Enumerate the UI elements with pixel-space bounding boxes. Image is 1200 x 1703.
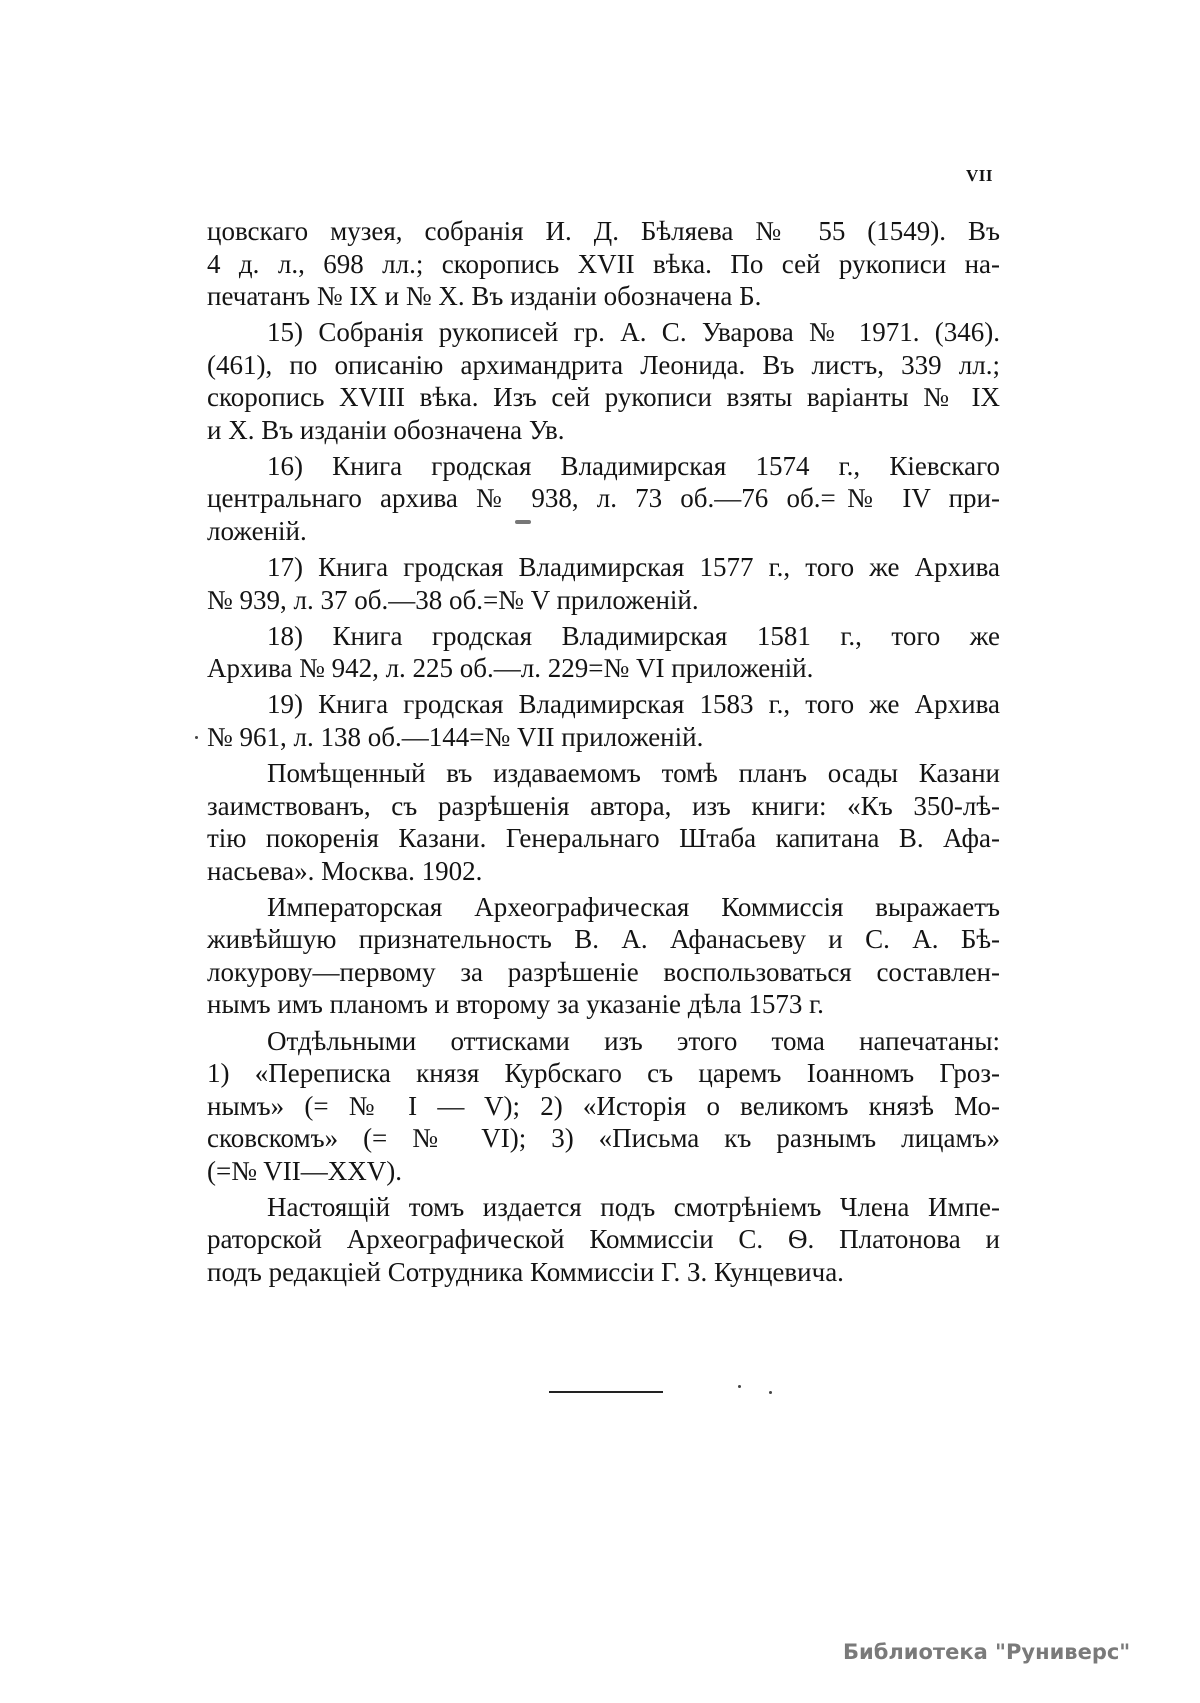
paragraph [207,757,1000,887]
paragraph [207,215,1000,313]
print-speck [769,1391,772,1394]
print-speck [195,736,198,739]
text-line: нымъ имъ планомъ и второму за указаніе дѣла 1573 г. [207,989,824,1020]
text-line: 15) Собранія рукописей гр. А. С. Уварова № 1971. (346). [267,317,1000,348]
library-watermark: Библиотека "Руниверс" [843,1640,1131,1664]
text-line: № 939, л. 37 об.—38 об.=№ V приложеній. [207,584,699,615]
paragraph [207,1025,1000,1188]
text-line: ложеній. [207,515,307,546]
paragraph [207,1191,1000,1289]
text-line: 17) Книга гродская Владимирская 1577 г., того же Архива [267,552,1000,583]
text-line: локурову—первому за разрѣшеніе воспользоваться составлен- [207,956,1000,987]
print-speck [738,1385,741,1388]
closing-rule [549,1391,663,1393]
text-line: тію покоренія Казани. Генеральнаго Штаба капитана В. Афа- [207,823,1000,854]
text-line: раторской Археографической Коммиссіи С. Ѳ. Платонова и [207,1224,1000,1255]
text-line: 16) Книга гродская Владимирская 1574 г., Кіевскаго [267,450,1000,481]
paragraph [207,316,1000,446]
paragraph [207,551,1000,616]
text-line: подъ редакціей Сотрудника Коммиссіи Г. З. Кунцевича. [207,1256,844,1287]
paragraph [207,688,1000,753]
text-line: (=№ VII—XXV). [207,1155,402,1186]
text-line: Архива № 942, л. 225 об.—л. 229=№ VI приложеній. [207,653,814,684]
text-line: центральнаго архива № 938, л. 73 об.—76 об.=№ IV при- [207,483,1000,514]
text-line: сковскомъ» (= № VI); 3) «Письма къ разнымъ лицамъ» [207,1123,1000,1153]
text-line: Отдѣльными оттисками изъ этого тома напечатаны: [267,1025,1000,1056]
text-line: 1) «Переписка князя Курбскаго съ царемъ Іоанномъ Гроз- [207,1058,1000,1088]
text-line: живѣйшую признательность В. А. Афанасьеву и С. А. Бѣ- [207,924,1000,955]
text-line: скоропись XVIII вѣка. Изъ сей рукописи взяты варіанты № IX [207,382,1000,413]
paragraph [207,620,1000,685]
text-line: (461), по описанію архимандрита Леонида. Въ листъ, 339 лл.; [207,349,1000,380]
text-line: цовскаго музея, собранія И. Д. Бѣляева № 55 (1549). Въ [207,216,1000,246]
text-line: 4 д. л., 698 лл.; скоропись XVII вѣка. По сей рукописи на- [207,248,1000,279]
text-line: и X. Въ изданіи обозначена Ув. [207,414,565,445]
text-line: Настоящій томъ издается подъ смотрѣніемъ Члена Импе- [267,1191,1000,1222]
text-line: Помѣщенный въ издаваемомъ томѣ планъ осады Казани [267,758,1000,789]
print-smudge [515,520,531,524]
text-line: нымъ» (= № I — V); 2) «Исторія о великомъ князѣ Мо- [207,1090,1000,1121]
text-line: насьева». Москва. 1902. [207,855,483,886]
page-number: VII [966,166,994,185]
paragraph [207,450,1000,548]
text-line: 18) Книга гродская Владимирская 1581 г., того же [267,620,1000,651]
paragraph [207,891,1000,1021]
text-line: печатанъ № IX и № X. Въ изданіи обозначена Б. [207,281,762,311]
text-line: Императорская Археографическая Коммиссія выражаетъ [267,891,1000,922]
text-line: заимствованъ, съ разрѣшенія автора, изъ книги: «Къ 350-лѣ- [207,790,1000,821]
text-line: 19) Книга гродская Владимирская 1583 г., того же Архива [267,689,1000,720]
text-line: № 961, л. 138 об.—144=№ VII приложеній. [207,721,704,752]
body-text [207,215,1000,1292]
